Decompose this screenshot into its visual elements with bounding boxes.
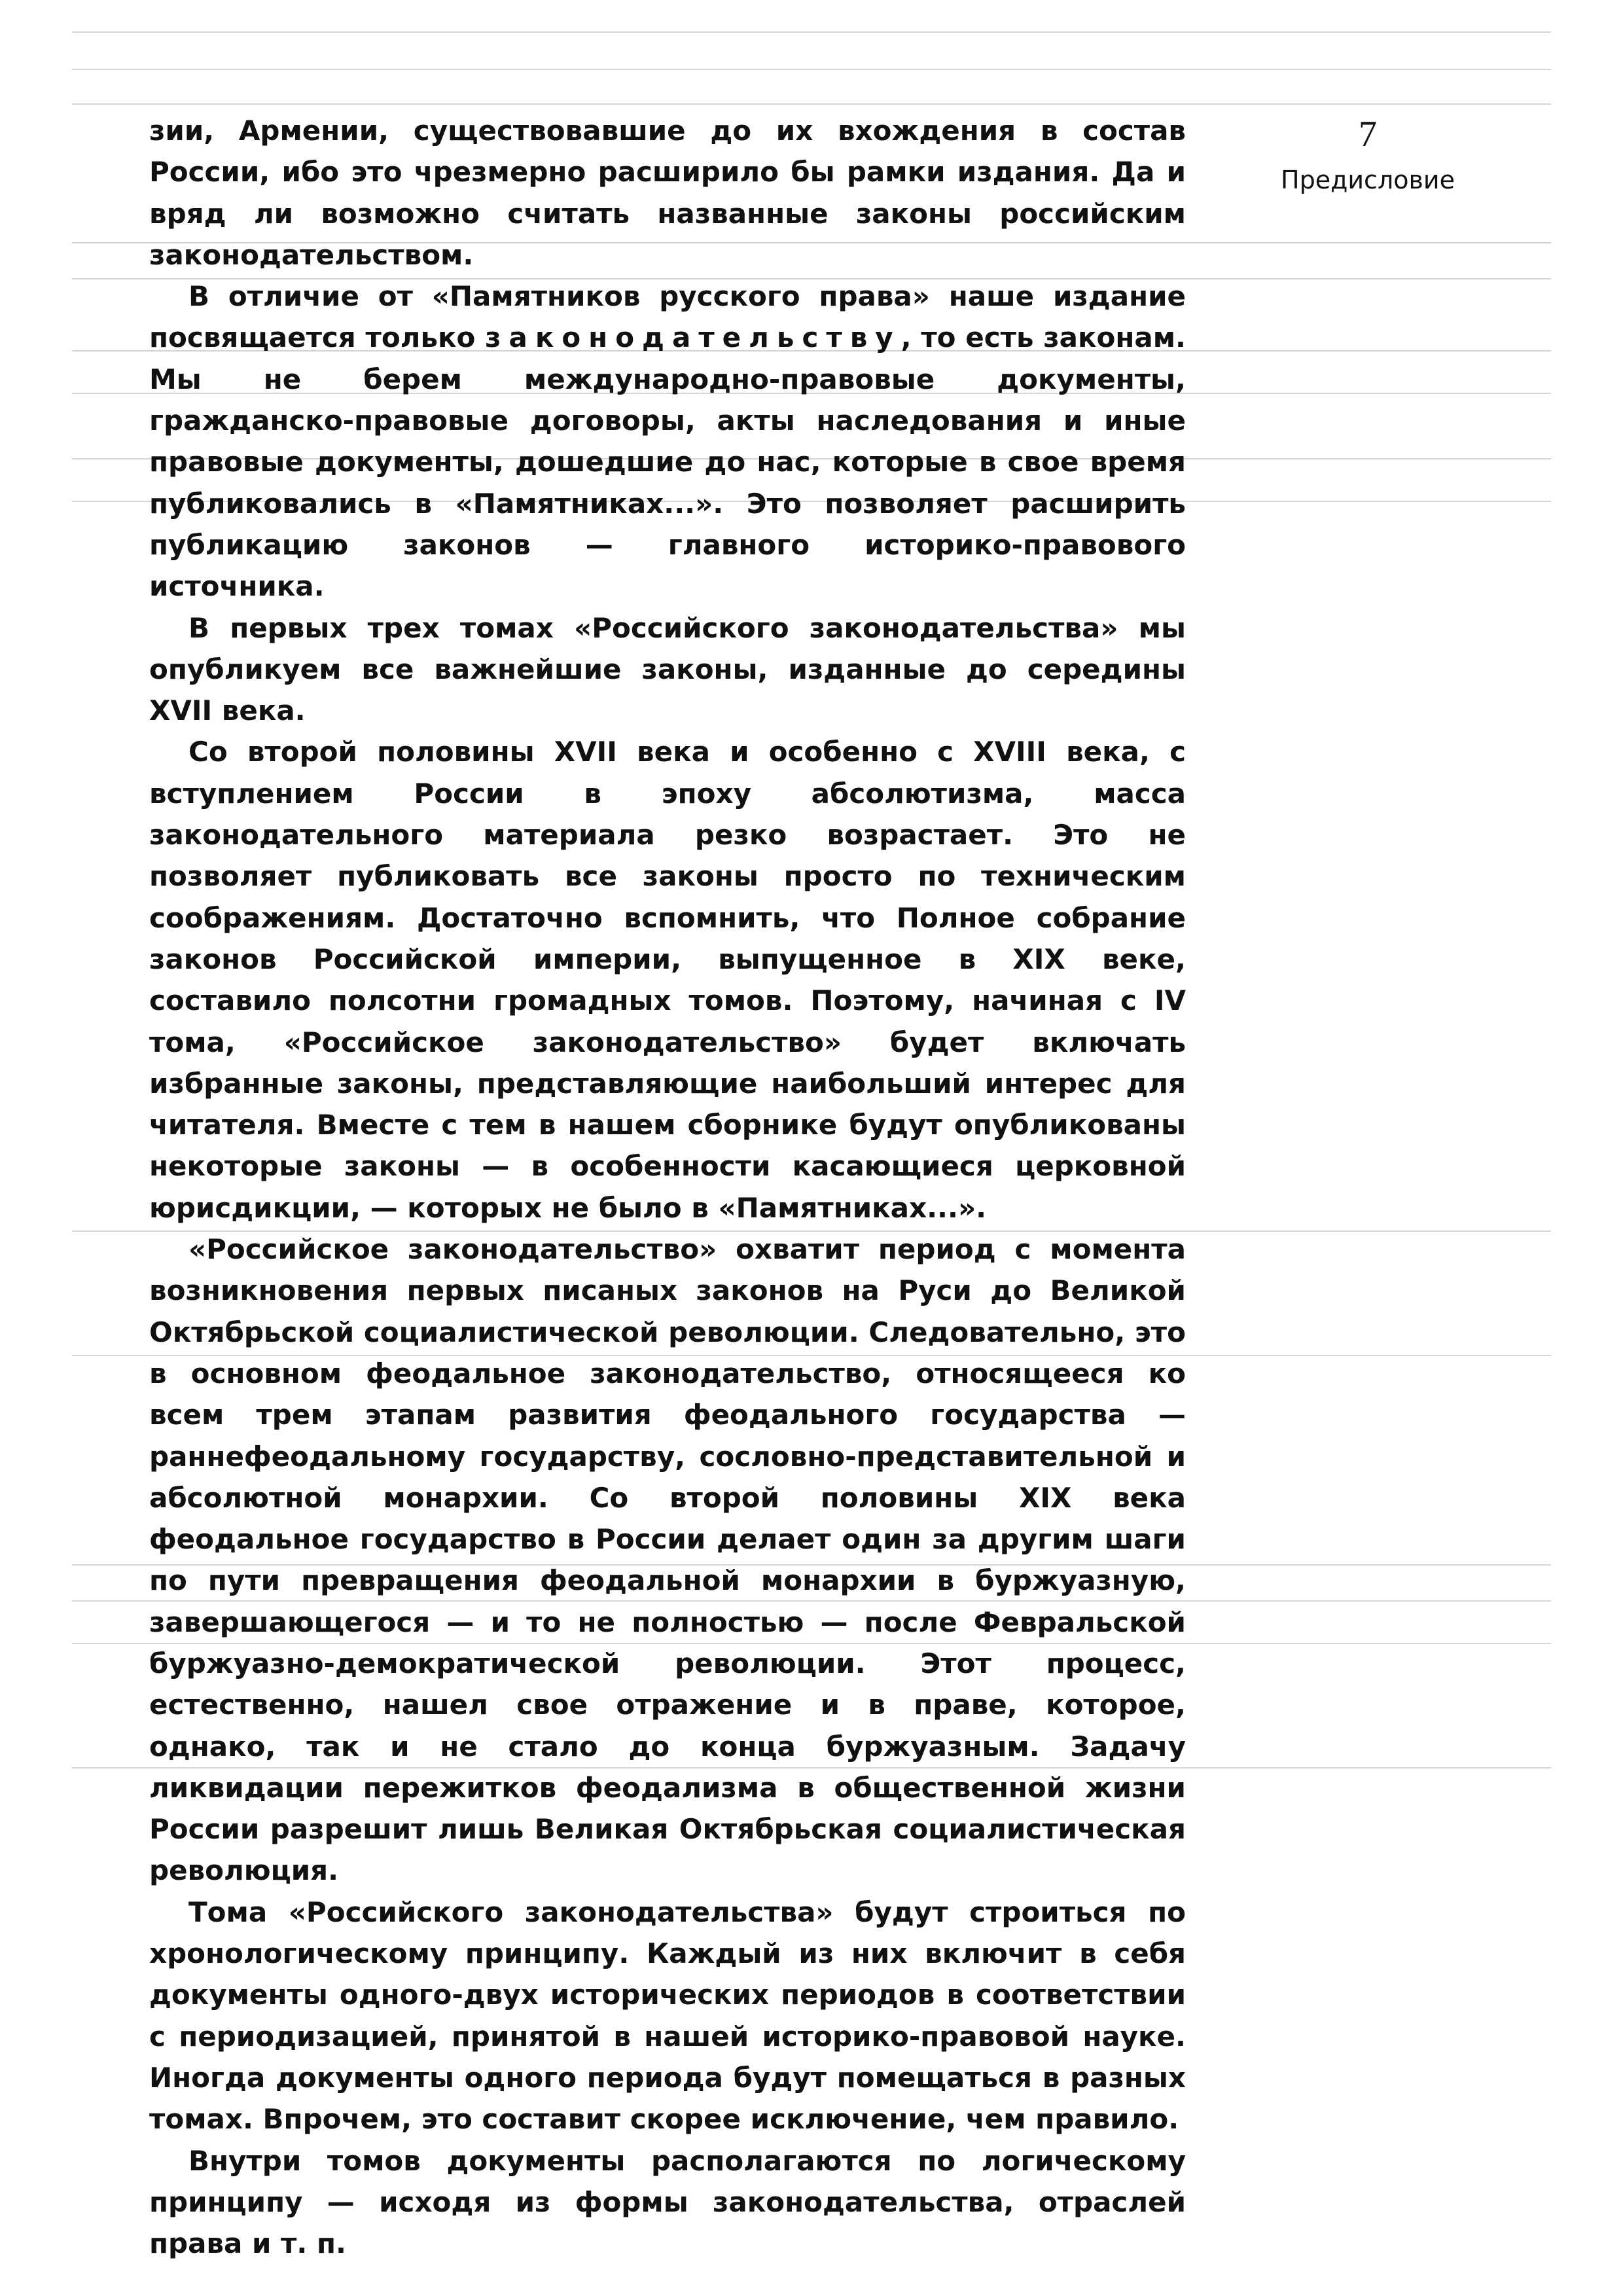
rule-line: [72, 31, 1551, 33]
paragraph-continuation: зии, Армении, существовавшие до их вхождения в состав России, ибо это чрезмерно расширило бы рамки издания. Да и вряд ли возможно считать названные законы российским законодательством.: [149, 115, 1186, 271]
paragraph: В первых трех томах «Российского законодательства» мы опубликуем все важнейшие законы, изданные до середины XVII века.: [149, 611, 1186, 727]
paragraph: [149, 276, 1186, 607]
paragraph: «Российское законодательство» охватит период с момента возникновения первых писаных законов на Руси до Великой Октябрьской социалистической революции. Следовательно, это в основном феодальное законодательство, относящееся ко всем трем этапам развития феодального государства — раннефеодальному государству, сословно-представительной и абсолютной монархии. Со второй половины XIX века феодальное государство в России делает один за другим шаги по пути превращения феодальной монархии в буржуазную, завершающегося — и то не полностью — после Февральской буржуазно-демократической революции. Этот процесс, естественно, нашел свое отражение и в праве, которое, однако, так и не стало до конца буржуазным. Задачу ликвидации пережитков феодализма в общественной жизни России разрешит лишь Великая Октябрьская социалистическая революция.: [149, 1233, 1186, 1887]
paragraph-text: , то есть законам. Мы не берем международно-правовые документы, гражданско-правовые договоры, акты наследования и иные правовые документы, дошедшие до нас, которые в свое время публиковались в «Памятниках...». Это позволяет расширить публикацию законов — главного историко-правового источника.: [149, 321, 1186, 603]
page-header: [1257, 111, 1479, 196]
page-number: 7: [1359, 114, 1377, 154]
emphasized-word: законодательству: [485, 321, 901, 354]
paragraph: Тома «Российского законодательства» будут строиться по хронологическому принципу. Каждый из них включит в себя документы одного-двух исторических периодов в соответствии с периодизацией, принятой в нашей историко-правовой науке. Иногда документы одного периода будут помещаться в разных томах. Впрочем, это составит скорее исключение, чем правило.: [149, 1895, 1186, 2136]
paragraph-text: В отличие от «Памятников русского права» наше издание посвящается только: [149, 280, 1186, 354]
paragraph: Со второй половины XVII века и особенно с XVIII века, с вступлением России в эпоху абсолютизма, масса законодательного материала резко возрастает. Это не позволяет публиковать все законы просто по техническим соображениям. Достаточно вспомнить, что Полное собрание законов Российской империи, выпущенное в XIX веке, составило полсотни громадных томов. Поэтому, начиная с IV тома, «Российское законодательство» будет включать избранные законы, представляющие наибольший интерес для читателя. Вместе с тем в нашем сборнике будут опубликованы некоторые законы — в особенности касающиеся церковной юрисдикции, — которых не было в «Памятниках...».: [149, 736, 1186, 1224]
rule-line: [72, 69, 1551, 70]
body-text: [149, 110, 1186, 2264]
rule-line: [72, 103, 1551, 105]
paragraph: Внутри томов документы располагаются по логическому принципу — исходя из формы законодательства, отраслей права и т. п.: [149, 2144, 1186, 2260]
running-head: Предисловие: [1281, 166, 1455, 194]
